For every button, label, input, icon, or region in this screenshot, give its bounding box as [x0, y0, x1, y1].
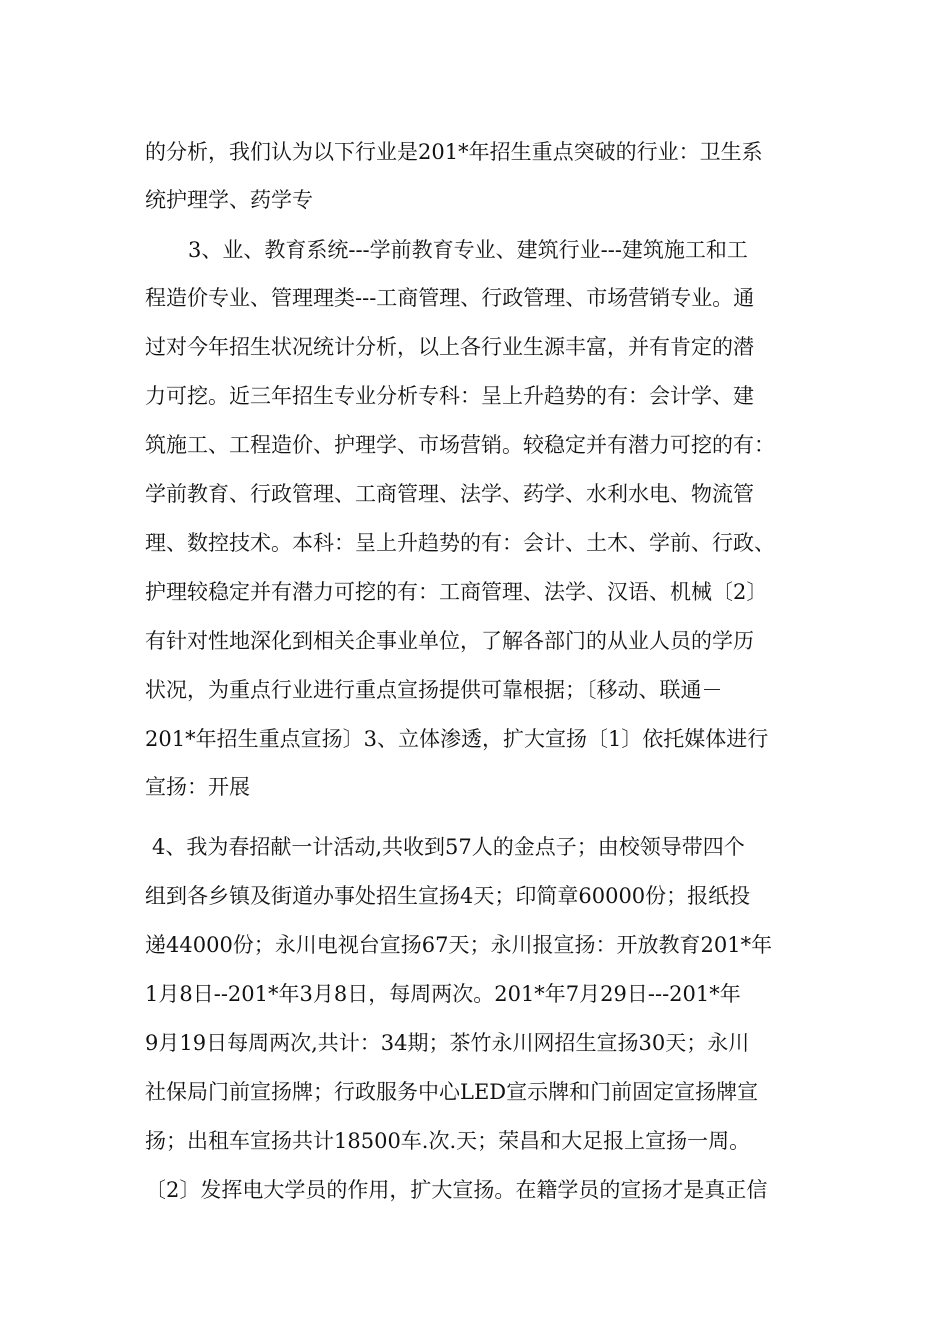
text-line: 状况，为重点行业进行重点宣扬提供可靠根据；〔移动、联通－	[145, 678, 723, 702]
text-line: 统护理学、药学专	[145, 188, 313, 212]
text-line: 组到各乡镇及街道办事处招生宣扬4天；印简章60000份；报纸投	[145, 884, 751, 908]
text-line: 理、数控技术。本科：呈上升趋势的有：会计、土木、学前、行政、	[145, 531, 775, 555]
text-line: 有针对性地深化到相关企事业单位，了解各部门的从业人员的学历	[145, 629, 754, 653]
text-line: 学前教育、行政管理、工商管理、法学、药学、水利水电、物流管	[145, 482, 754, 506]
text-line: 1月8日--201*年3月8日，每周两次。201*年7月29日---201*年	[145, 982, 741, 1006]
text-line: 3、业、教育系统---学前教育专业、建筑行业---建筑施工和工	[188, 238, 748, 262]
text-line: 递44000份；永川电视台宣扬67天；永川报宣扬：开放教育201*年	[145, 933, 773, 957]
text-line: 社保局门前宣扬牌；行政服务中心LED宣示牌和门前固定宣扬牌宣	[145, 1080, 759, 1104]
text-line: 4、我为春招献一计活动,共收到57人的金点子；由校领导带四个	[152, 835, 745, 859]
text-line: 〔2〕发挥电大学员的作用，扩大宣扬。在籍学员的宣扬才是真正信	[145, 1178, 768, 1202]
text-line: 9月19日每周两次,共计：34期；茶竹永川网招生宣扬30天；永川	[145, 1031, 750, 1055]
text-line: 力可挖。近三年招生专业分析专科：呈上升趋势的有：会计学、建	[145, 384, 754, 408]
text-line: 程造价专业、管理理类---工商管理、行政管理、市场营销专业。通	[145, 286, 755, 310]
text-line: 筑施工、工程造价、护理学、市场营销。较稳定并有潜力可挖的有：	[145, 433, 775, 457]
text-line: 的分析，我们认为以下行业是201*年招生重点突破的行业：卫生系	[145, 140, 763, 164]
text-line: 宣扬：开展	[145, 775, 250, 799]
text-line: 扬；出租车宣扬共计18500车.次.天；荣昌和大足报上宣扬一周。	[145, 1129, 751, 1153]
text-line: 201*年招生重点宣扬〕3、立体渗透，扩大宣扬〔1〕依托媒体进行	[145, 727, 769, 751]
text-line: 过对今年招生状况统计分析，以上各行业生源丰富，并有肯定的潜	[145, 335, 754, 359]
text-line: 护理较稳定并有潜力可挖的有：工商管理、法学、汉语、机械〔2〕	[145, 580, 768, 604]
